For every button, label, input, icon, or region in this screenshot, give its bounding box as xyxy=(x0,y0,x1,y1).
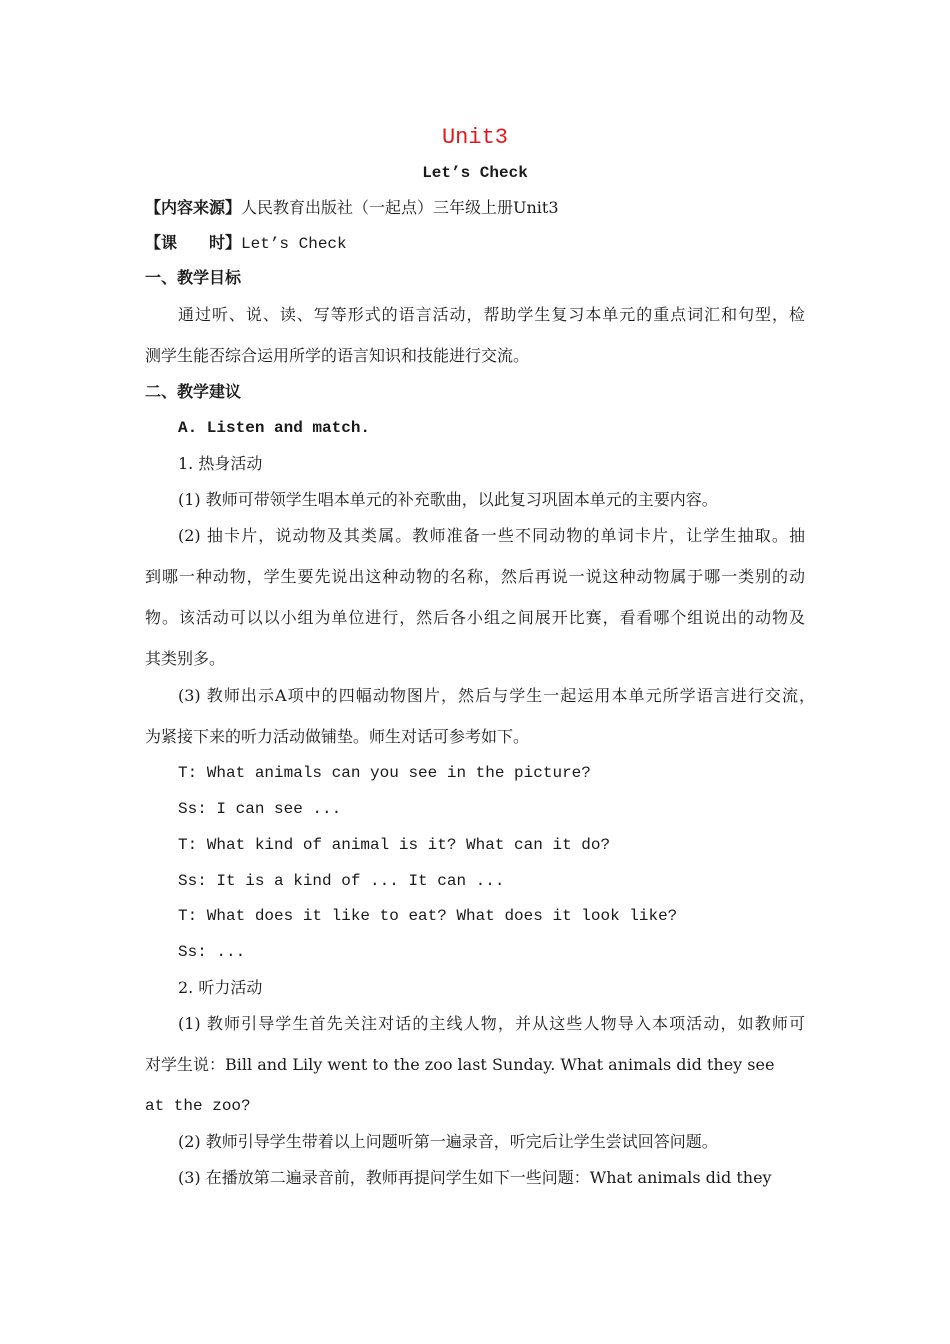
step1-item2-line2: 到哪一种动物，学生要先说出这种动物的名称，然后再说一说这种动物属于哪一类别的动 xyxy=(145,567,805,586)
step1-item2-line4: 其类别多。 xyxy=(145,649,226,668)
page-subtitle: Let’s Check xyxy=(422,164,528,182)
dialog-line: Ss: It is a kind of ... It can ... xyxy=(178,872,505,890)
source-row xyxy=(145,198,559,218)
step1-item2-line1: (2) 抽卡片，说动物及其类属。教师准备一些不同动物的单词卡片，让学生抽取。抽 xyxy=(178,526,805,545)
section-heading-goals: 一、教学目标 xyxy=(145,268,242,287)
step1-heading: 1. 热身活动 xyxy=(178,454,263,473)
step2-heading: 2. 听力活动 xyxy=(178,978,263,997)
step1-item3-line1: (3) 教师出示A项中的四幅动物图片，然后与学生一起运用本单元所学语言进行交流， xyxy=(178,686,815,705)
dialog-line: Ss: ... xyxy=(178,943,246,961)
step1-item1: (1) 教师可带领学生唱本单元的补充歌曲，以此复习巩固本单元的主要内容。 xyxy=(178,490,718,509)
step2-item1-line1: (1) 教师引导学生首先关注对话的主线人物，并从这些人物导入本项活动，如教师可 xyxy=(178,1014,805,1033)
goals-paragraph-line1: 通过听、说、读、写等形式的语言活动，帮助学生复习本单元的重点词汇和句型，检 xyxy=(178,305,805,324)
dialog-line: T: What animals can you see in the picture? xyxy=(178,764,591,782)
step2-item3: (3) 在播放第二遍录音前，教师再提问学生如下一些问题：What animals did they xyxy=(178,1168,772,1187)
step1-item3-line2: 为紧接下来的听力活动做铺垫。师生对话可参考如下。 xyxy=(145,727,530,746)
step2-item2: (2) 教师引导学生带着以上问题听第一遍录音，听完后让学生尝试回答问题。 xyxy=(178,1132,718,1151)
lesson-label: 【课 时】 xyxy=(145,233,242,252)
dialog-line: T: What does it like to eat? What does it look like? xyxy=(178,907,678,925)
source-value: 人民教育出版社（一起点）三年级上册Unit3 xyxy=(241,198,559,217)
dialog-line: T: What kind of animal is it? What can it do? xyxy=(178,836,611,854)
lesson-value: Let’s Check xyxy=(241,235,347,253)
source-label: 【内容来源】 xyxy=(145,198,242,217)
lesson-row xyxy=(145,233,347,254)
dialog-line: Ss: I can see ... xyxy=(178,800,342,818)
step2-item1-line2: 对学生说：Bill and Lily went to the zoo last Sunday. What animals did they see xyxy=(145,1055,775,1074)
page-title: Unit3 xyxy=(441,125,508,150)
step2-item1-line3: at the zoo? xyxy=(145,1097,251,1115)
part-a-heading: A. Listen and match. xyxy=(178,419,371,437)
section-heading-suggestions: 二、教学建议 xyxy=(145,382,242,401)
goals-paragraph-line2: 测学生能否综合运用所学的语言知识和技能进行交流。 xyxy=(145,346,530,365)
step1-item2-line3: 物。该活动可以以小组为单位进行，然后各小组之间展开比赛，看看哪个组说出的动物及 xyxy=(145,608,805,627)
